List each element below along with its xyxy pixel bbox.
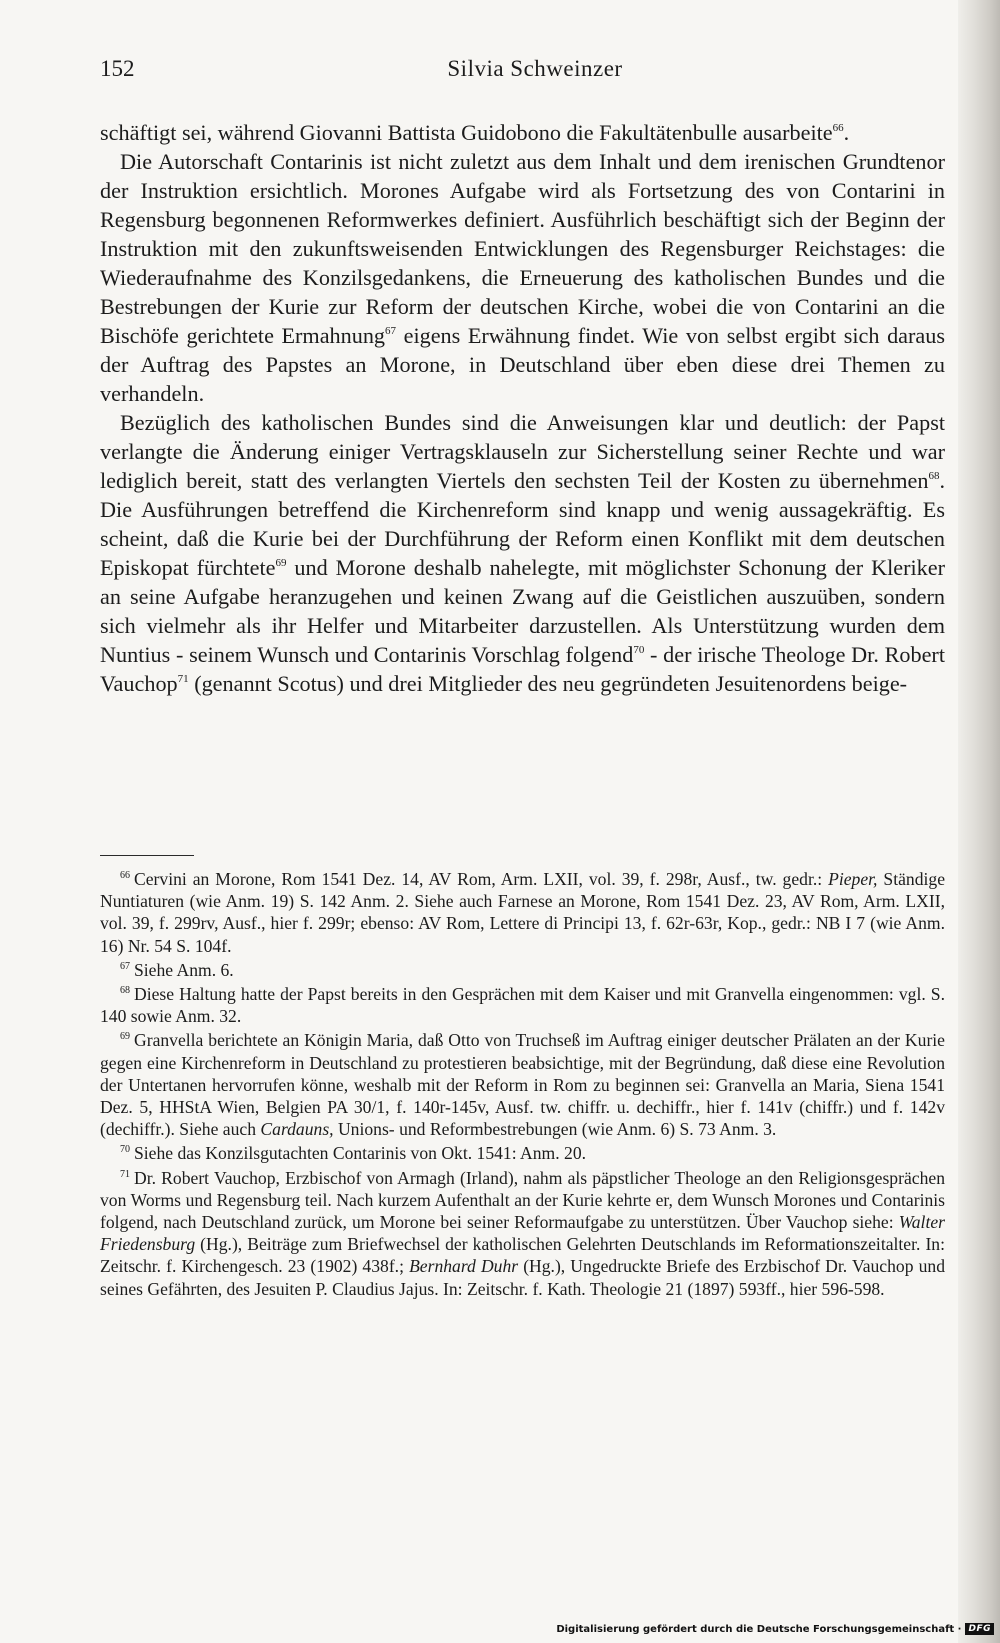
footnote-ref-68[interactable]: 68 [928,470,940,482]
footnote-ref-70[interactable]: 70 [633,644,645,656]
footnote-number: 68 [120,985,130,997]
footnotes [100,868,945,1300]
footnote-70: $^{70}$ Siehe das Konzilsgutachten Contarinis von Okt. 1541: Anm. 20. [120,1143,587,1164]
dfg-logo-icon: DFG [965,1623,994,1635]
footnote-number: 66 [120,870,130,881]
author-name: Cardauns, [260,1119,334,1140]
footnote-66: $^{66}$ Cervini an Morone, Rom 1541 Dez. 14, AV Rom, Arm. LXII, vol. 39, f. 298r, Ausf., tw. gedr.: Pieper, Ständige Nuntiaturen (wie Anm. 19) S. 142 Anm. 2. Siehe auch Farnese an Morone, Rom 1541 Dez. 23, AV Rom, Arm. LXII, vol. 39, f. 299rv, Ausf., hier f. 299r; ebenso: AV Rom, Lettere di Principi 13, f. 62r-63r, Kop., gedr.: NB I 7 (wie Anm. 16) Nr. 54 S. 104f. [100,869,945,956]
footnote-number: 70 [120,1144,130,1156]
footnote-ref-67[interactable]: 67 [385,325,397,337]
footnote-67: $^{67}$ Siehe Anm. 6. [120,959,234,980]
funding-banner [556,1621,994,1637]
footnote-71: $^{71}$ Dr. Robert Vauchop, Erzbischof von Armagh (Irland), nahm als päpstlicher Theologe an den Religionsgesprächen von Worms und Regensburg teil. Nach kurzem Aufenthalt an der Kurie kehrte er, dem Wunsch Morones und Contarinis folgend, nach Deutschland zurück, um Morone bei seiner Reformaufgabe zu unterstützen. Über Vauchop siehe: Walter Friedensburg (Hg.), Beiträge zum Briefwechsel der katholischen Gelehrten Deutschlands im Reformationszeitalter. In: Zeitschr. f. Kirchengesch. 23 (1902) 438f.; Bernhard Duhr (Hg.), Ungedruckte Briefe des Erzbischof Dr. Vauchop und seines Gefährten, des Jesuiten P. Claudius Jajus. In: Zeitschr. f. Kath. Theologie 21 (1897) 593ff., hier 596-598. [100,1167,945,1299]
author-name: Bernhard Duhr [409,1256,519,1277]
footnote-ref-69[interactable]: 69 [275,557,287,569]
footnote-number: 71 [120,1168,130,1180]
author-name: Pieper, [828,869,878,889]
footnote-number: 67 [120,960,130,972]
author-name: Walter Friedensburg [100,1212,945,1255]
footnote-separator [100,855,194,856]
running-head: Silvia Schweinzer [447,56,623,81]
paragraph-3: Bezüglich des katholischen Bundes sind die Anweisungen klar und deutlich: der Papst verlangte die Änderung einiger Vertragsklauseln zur Sicherstellung seiner Rechte und war lediglich bereit, statt des verlangten Viertels den sechsten Teil der Kosten zu übernehmen$^{68}$. Die Ausführungen betreffend die Kirchenreform sind knapp und wenig aussagekräftig. Es scheint, daß die Kurie bei der Durchführung der Reform einen Konflikt mit dem deutschen Episkopat fürchtete$^{69}$ und Morone deshalb nahelegte, mit möglichster Schonung der Kleriker an seine Aufgabe heranzugehen und keinen Zwang auf die Geistlichen auszuüben, sondern sich vielmehr als ihr Helfer und Mitarbeiter darzustellen. Als Unterstützung wurden dem Nuntius - seinem Wunsch und Contarinis Vorschlag folgend$^{70}$ - der irische Theologe Dr. Robert Vauchop$^{71}$ (genannt Scotus) und drei Mitglieder des neu gegründeten Jesuitenordens beige- [100,410,945,696]
scan-gutter-shadow [958,0,1000,1643]
footnote-ref-66[interactable]: 66 [832,122,844,134]
paragraph-2: Die Autorschaft Contarinis ist nicht zuletzt aus dem Inhalt und dem irenischen Grundtenor der Instruktion ersichtlich. Morones Aufgabe wird als Fortsetzung des von Contarini in Regensburg begonnenen Reformwerkes definiert. Ausführlich beschäftigt sich der Beginn der Instruktion mit den zukunftsweisenden Entwicklungen des Regensburger Reichstages: die Wiederaufnahme des Konzilsgedankens, die Erneuerung des katholischen Bundes und die Bestrebungen der Kurie zur Reform der deutschen Kirche, wobei die von Contarini an die Bischöfe gerichtete Ermahnung$^{67}$ eigens Erwähnung findet. Wie von selbst ergibt sich daraus der Auftrag des Papstes an Morone, in Deutschland über eben diese drei Themen zu verhandeln. [100,149,945,406]
footnote-ref-71[interactable]: 71 [177,673,189,685]
paragraph-1: schäftigt sei, während Giovanni Battista Guidobono die Fakultätenbulle ausarbeite$^{66}$. [100,120,850,145]
page-header [100,56,945,90]
funding-text: Digitalisierung gefördert durch die Deutsche Forschungsgemeinschaft · [556,1623,962,1635]
footnote-68: $^{68}$ Diese Haltung hatte der Papst bereits in den Gesprächen mit dem Kaiser und mit Granvella eingenommen: vgl. S. 140 sowie Anm. 32. [100,984,945,1027]
footnote-number: 69 [120,1031,130,1043]
footnote-69: $^{69}$ Granvella berichtete an Königin Maria, daß Otto von Truchseß im Auftrag einiger deutscher Prälaten an der Kurie gegen eine Kirchenreform in Deutschland zu protestieren beabsichtige, mit der Begründung, daß diese eine Revolution der Untertanen hervorrufen könne, weshalb mit der Reform in Rom zu beginnen sei: Granvella an Maria, Siena 1541 Dez. 5, HHStA Wien, Belgien PA 30/1, f. 140r-145v, Ausf. tw. chiffr. u. dechiffr., hier f. 141v (chiffr.) und f. 142v (dechiffr.). Siehe auch Cardauns, Unions- und Reformbestrebungen (wie Anm. 6) S. 73 Anm. 3. [100,1030,945,1140]
main-text [100,118,945,698]
page-number: 152 [100,56,135,81]
